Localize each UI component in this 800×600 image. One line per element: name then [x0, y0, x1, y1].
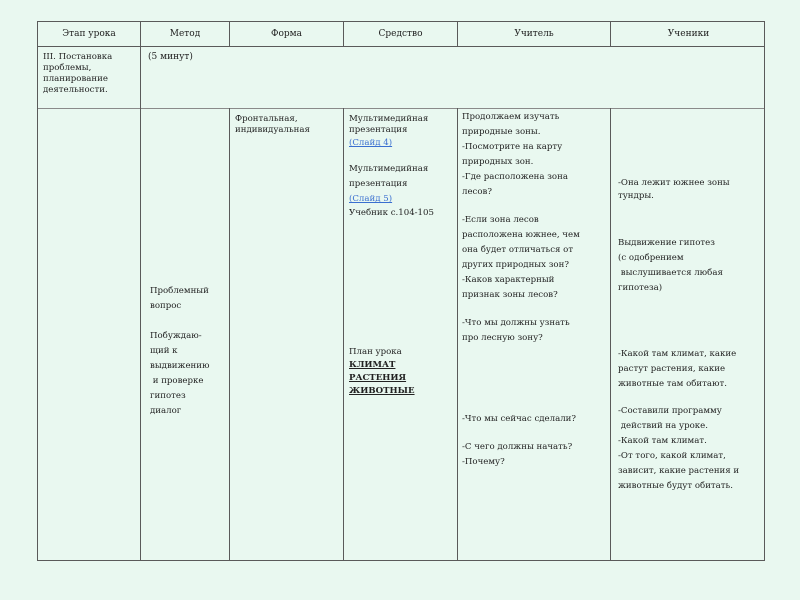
students-line: -Какой там климат, какие [618, 349, 737, 359]
teacher-line [462, 303, 580, 316]
teacher-line: природных зон. [462, 157, 534, 167]
slide-5-link[interactable]: (Слайд 5) [349, 194, 393, 204]
slide-4-link[interactable]: (Слайд 4) [349, 138, 393, 148]
means-cell [349, 114, 434, 219]
method-line: вопрос [150, 301, 182, 311]
students-line: -Составили программу [618, 406, 722, 416]
teacher-line [462, 200, 580, 213]
grid-line [229, 108, 230, 560]
header-teacher: Учитель [514, 29, 554, 39]
method-line: Побуждаю- [150, 331, 202, 341]
form-line: индивидуальная [235, 125, 310, 135]
method-cell [150, 284, 209, 419]
method-line: и проверке [150, 376, 204, 386]
students-line: Выдвижение гипотез [618, 238, 715, 248]
teacher-line: -Где расположена зона [462, 172, 568, 182]
header-stage: Этап урока [62, 29, 116, 39]
teacher-line [462, 427, 576, 440]
students-line: выслушивается любая [618, 268, 723, 278]
teacher-line: других природных зон? [462, 260, 569, 270]
teacher-line: -Что мы должны узнать [462, 318, 570, 328]
form-cell [235, 114, 310, 136]
teacher-line: Продолжаем изучать [462, 112, 560, 122]
stage-name [43, 52, 112, 96]
header-method: Метод [169, 29, 201, 39]
method-line [150, 314, 209, 329]
grid-line [343, 108, 344, 560]
method-line: выдвижению [150, 361, 210, 371]
means-line: презентация [349, 125, 408, 135]
method-line: Проблемный [150, 286, 209, 296]
plan-label: План урока [349, 347, 402, 357]
grid-line [457, 108, 458, 560]
teacher-line: она будет отличаться от [462, 245, 574, 255]
teacher-line: про лесную зону? [462, 333, 543, 343]
grid-line [140, 22, 141, 560]
students-line: -От того, какой климат, [618, 451, 726, 461]
stage-line: проблемы, [43, 63, 92, 73]
teacher-line: расположена южнее, чем [462, 230, 580, 240]
lesson-plan [349, 346, 415, 398]
stage-line: III. Постановка [43, 52, 113, 62]
students-line: животные будут обитать. [618, 481, 733, 491]
method-line: гипотез [150, 391, 186, 401]
students-line: зависит, какие растения и [618, 466, 740, 476]
teacher-line: признак зоны лесов? [462, 290, 558, 300]
method-line: щий к [150, 346, 178, 356]
form-line: Фронтальная, [235, 114, 298, 124]
header-form: Форма [270, 29, 303, 39]
teacher-cell-bottom [462, 412, 576, 470]
students-line: животные там обитают. [618, 379, 727, 389]
plan-item: ЖИВОТНЫЕ [349, 386, 415, 396]
plan-item: КЛИМАТ [349, 360, 396, 370]
students-line: действий на уроке. [618, 421, 708, 431]
stage-time: (5 минут) [148, 52, 193, 62]
teacher-line: -С чего должны начать? [462, 442, 573, 452]
teacher-line: -Каков характерный [462, 275, 555, 285]
grid-line [610, 108, 611, 560]
method-line: диалог [150, 406, 182, 416]
students-line: -Она лежит южнее зоны [618, 178, 730, 188]
stage-line: деятельности. [43, 85, 108, 95]
grid-line [38, 108, 764, 109]
students-answer-2 [618, 347, 739, 494]
grid-line [38, 46, 764, 47]
teacher-line: -Что мы сейчас сделали? [462, 414, 577, 424]
means-line: презентация [349, 179, 408, 189]
means-line: Мультимедийная [349, 114, 429, 124]
header-students: Ученики [667, 29, 710, 39]
students-hypotheses [618, 236, 723, 296]
teacher-line: лесов? [462, 187, 492, 197]
plan-item: РАСТЕНИЯ [349, 373, 407, 383]
teacher-line: -Посмотрите на карту [462, 142, 563, 152]
textbook-ref: Учебник с.104-105 [349, 208, 434, 218]
students-line: растут растения, какие [618, 364, 726, 374]
students-line: -Какой там климат. [618, 436, 707, 446]
teacher-line: -Если зона лесов [462, 215, 539, 225]
teacher-line: -Почему? [462, 457, 505, 467]
stage-line: планирование [43, 74, 108, 84]
students-answer-1 [618, 177, 730, 203]
students-line: тундры. [618, 191, 654, 201]
teacher-cell [462, 110, 580, 346]
lesson-plan-table [37, 21, 765, 561]
students-line [618, 392, 739, 404]
students-line: (с одобрением [618, 253, 684, 263]
spacer [349, 149, 434, 160]
teacher-line: природные зоны. [462, 127, 541, 137]
students-line: гипотеза) [618, 283, 663, 293]
means-line: Мультимедийная [349, 164, 429, 174]
header-means: Средство [378, 29, 423, 39]
